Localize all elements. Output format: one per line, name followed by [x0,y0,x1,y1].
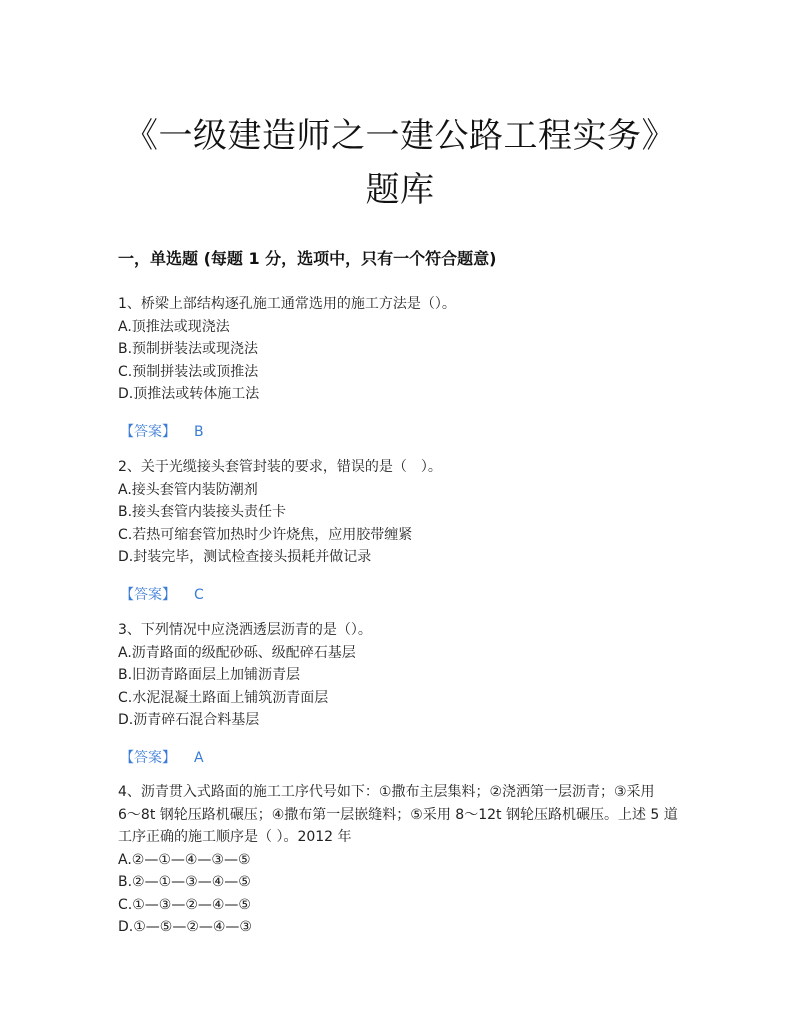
answer-value: A [194,750,204,766]
question-2 [118,456,688,569]
option-a: A.沥青路面的级配砂砾、级配碎石基层 [118,644,356,661]
option-c: C.水泥混凝土路面上铺筑沥青面层 [118,689,329,706]
option-d: D.沥青碎石混合料基层 [118,712,260,728]
answer-value: B [194,424,204,440]
option-d: D.①—⑤—②—④—③ [118,919,252,935]
answer-value: C [194,587,204,603]
option-b: B.预制拼装法或现浇法 [118,341,259,357]
option-c: C.预制拼装法或顶推法 [118,363,259,380]
question-stem-line: 4、沥青贯入式路面的施工工序代号如下：①撒布主层集料；②浇洒第一层沥青；③采用 [118,784,655,800]
answer-label: 【答案】 [120,750,176,766]
option-b: B.接头套管内装接头责任卡 [118,504,287,520]
question-4 [118,781,688,939]
option-c: C.若热可缩套管加热时少许烧焦，应用胶带缠紧 [118,526,413,543]
option-c: C.①—③—②—④—⑤ [118,896,251,913]
question-stem-line: 工序正确的施工顺序是（ ）。2012 年 [118,829,352,845]
question-1 [118,293,688,406]
answer-3 [120,747,204,767]
option-b: B.②—①—③—④—⑤ [118,874,251,890]
section-heading: 一，单选题 (每题 1 分，选项中，只有一个符合题意) [118,249,497,268]
question-stem: 2、关于光缆接头套管封装的要求，错误的是（ ）。 [118,459,442,475]
option-a: A.②—①—④—③—⑤ [118,851,251,868]
option-d: D.封装完毕，测试检查接头损耗并做记录 [118,549,372,565]
option-a: A.顶推法或现浇法 [118,318,230,335]
document-title: 《一级建造师之一建公路工程实务》 [124,116,676,156]
answer-label: 【答案】 [120,424,176,440]
option-a: A.接头套管内装防潮剂 [118,481,258,498]
answer-label: 【答案】 [120,587,176,603]
option-b: B.旧沥青路面层上加铺沥青层 [118,667,301,683]
answer-1 [120,421,204,441]
question-stem-line: 6～8t 钢轮压路机碾压；④撒布第一层嵌缝料；⑤采用 8～12t 钢轮压路机碾压。上述 5 道 [118,806,678,823]
answer-2 [120,584,204,604]
question-stem: 1、桥梁上部结构逐孔施工通常选用的施工方法是（）。 [118,296,456,312]
option-d: D.顶推法或转体施工法 [118,386,260,402]
question-3 [118,619,688,732]
document-subtitle: 题库 [365,170,435,210]
question-stem: 3、下列情况中应浇洒透层沥青的是（）。 [118,622,372,638]
